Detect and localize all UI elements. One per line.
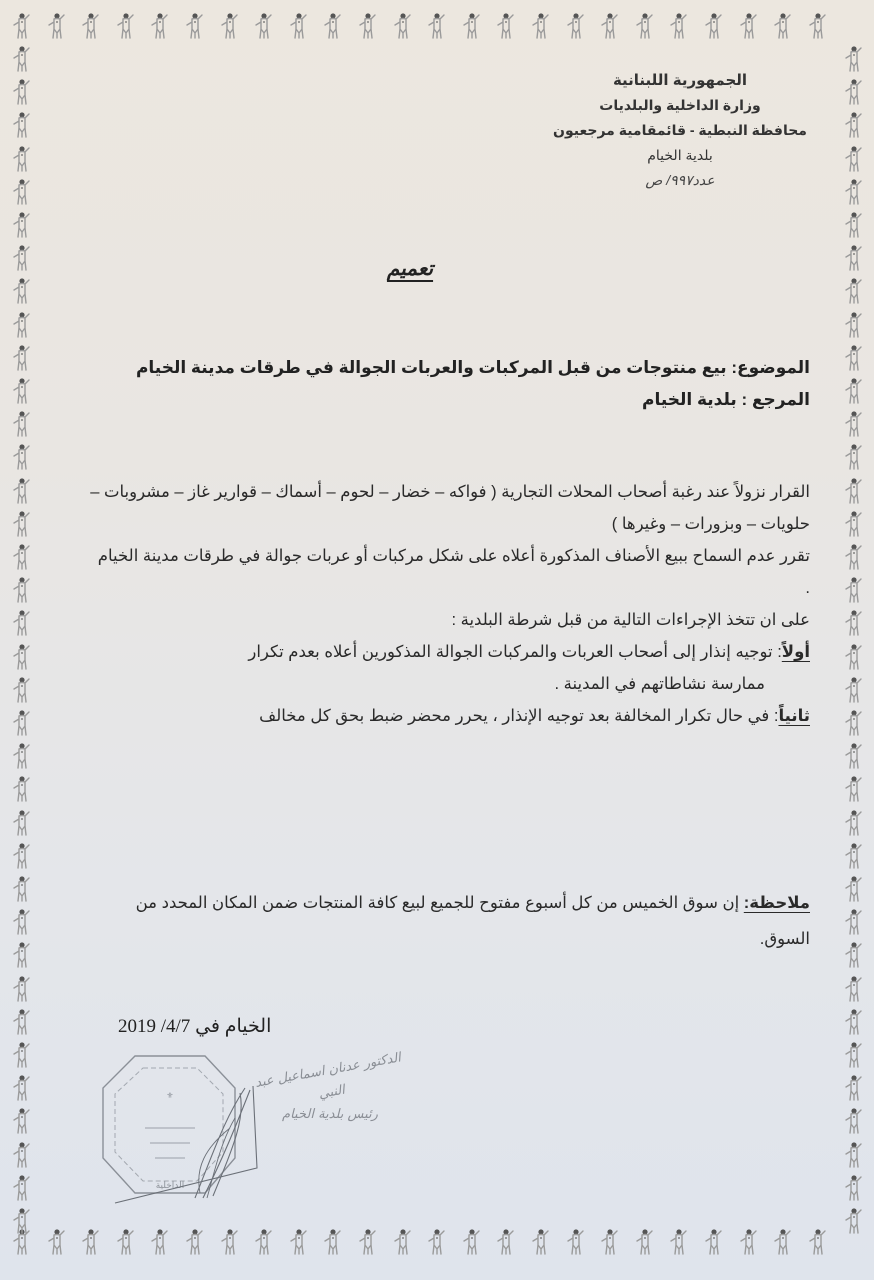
subject-line [90, 352, 810, 384]
waving-figure-icon [11, 609, 33, 637]
waving-figure-icon [843, 609, 865, 637]
waving-figure-icon [843, 908, 865, 936]
waving-figure-icon [843, 1141, 865, 1169]
waving-figure-icon [843, 1174, 865, 1202]
waving-figure-icon [11, 1107, 33, 1135]
waving-figure-icon [11, 1174, 33, 1202]
subject-block [90, 352, 810, 416]
item-first-label: أولاً [781, 643, 810, 661]
country-name: الجمهورية اللبنانية [612, 72, 748, 89]
waving-figure-icon [843, 775, 865, 803]
note-label: ملاحظة: [743, 894, 810, 912]
waving-figure-icon [11, 1207, 33, 1235]
document-title: تعميم [386, 258, 434, 280]
waving-figure-icon [843, 842, 865, 870]
waving-figure-icon [11, 410, 33, 438]
note-block [90, 885, 810, 957]
waving-figure-icon [11, 311, 33, 339]
waving-figure-icon [11, 510, 33, 538]
waving-figure-icon [11, 709, 33, 737]
waving-figure-icon [11, 477, 33, 505]
waving-figure-icon [843, 78, 865, 106]
item-second [90, 700, 810, 732]
waving-figure-icon [843, 244, 865, 272]
waving-figure-icon [11, 543, 33, 571]
waving-figure-icon [11, 78, 33, 106]
waving-figure-icon [11, 1074, 33, 1102]
waving-figure-icon [843, 145, 865, 173]
reference-text: : بلدية الخيام [642, 390, 748, 409]
waving-figure-icon [843, 377, 865, 405]
waving-figure-icon [843, 45, 865, 73]
waving-figure-icon [843, 1207, 865, 1235]
waving-figure-icon [843, 344, 865, 372]
signatory-name: الدكتور عدنان اسماعيل عبد النبي [254, 1050, 402, 1103]
waving-figure-icon [843, 211, 865, 239]
waving-figure-icon [843, 643, 865, 671]
waving-figure-icon [11, 178, 33, 206]
stamp-text: الداخلية [155, 1180, 185, 1190]
waving-figure-icon [11, 908, 33, 936]
waving-figure-icon [11, 244, 33, 272]
subject-label: الموضوع: [731, 358, 810, 377]
signatory-title: رئيس بلدية الخيام [282, 1107, 378, 1122]
waving-figure-icon [11, 809, 33, 837]
item-second-text: : في حال تكرار المخالفة بعد توجيه الإنذار ، يحرر محضر ضبط بحق كل مخالف [259, 707, 779, 725]
waving-figure-icon [843, 111, 865, 139]
waving-figure-icon [11, 12, 33, 40]
date-line: الخيام في 4/7/ 2019 [118, 1016, 272, 1037]
waving-figure-icon [843, 742, 865, 770]
waving-figure-icon [843, 809, 865, 837]
waving-figure-icon [843, 543, 865, 571]
waving-figure-icon [11, 443, 33, 471]
waving-figure-icon [11, 643, 33, 671]
signature-block [250, 1050, 410, 1126]
waving-figure-icon [843, 941, 865, 969]
item-second-label: ثانياً [778, 707, 810, 725]
waving-figure-icon [11, 941, 33, 969]
waving-figure-icon [11, 344, 33, 372]
circular-document [60, 0, 820, 1280]
paragraph-decision: القرار نزولاً عند رغبة أصحاب المحلات التجارية ( فواكه – خضار – لحوم – أسماك – قوارير غاز – مشروبات – حلويات – وبزورات – وغيرها ) [90, 483, 810, 533]
waving-figure-icon [843, 676, 865, 704]
note-text: إن سوق الخميس من كل أسبوع مفتوح للجميع لبيع كافة المنتجات ضمن المكان المحدد من السوق. [135, 894, 810, 948]
paragraph-prohibition: تقرر عدم السماح ببيع الأصناف المذكورة أعلاه على شكل مركبات أو عربات جوالة في طرقات مدينة الخيام . [97, 547, 810, 597]
waving-figure-icon [843, 1074, 865, 1102]
waving-figure-icon [11, 377, 33, 405]
governorate-name: محافظة النبطية - قائمقامية مرجعيون [553, 122, 807, 138]
ministry-name: وزارة الداخلية والبلديات [599, 97, 761, 113]
waving-figure-icon [11, 277, 33, 305]
waving-figure-icon [11, 842, 33, 870]
waving-figure-icon [843, 576, 865, 604]
item-first [90, 636, 810, 668]
item-first-continuation: ممارسة نشاطاتهم في المدينة . [554, 675, 765, 693]
waving-figure-icon [843, 178, 865, 206]
waving-figure-icon [11, 975, 33, 1003]
waving-figure-icon [843, 1107, 865, 1135]
waving-figure-icon [843, 443, 865, 471]
waving-figure-icon [11, 676, 33, 704]
body-text [90, 476, 810, 732]
paragraph-procedures: على ان تتخذ الإجراءات التالية من قبل شرطة البلدية : [451, 611, 810, 629]
waving-figure-icon [843, 311, 865, 339]
waving-figure-icon [11, 576, 33, 604]
waving-figure-icon [11, 1141, 33, 1169]
waving-figure-icon [11, 145, 33, 173]
waving-figure-icon [11, 111, 33, 139]
waving-figure-icon [11, 211, 33, 239]
waving-figure-icon [11, 1008, 33, 1036]
reference-label: المرجع [751, 390, 810, 409]
letterhead [540, 68, 820, 193]
waving-figure-icon [843, 477, 865, 505]
waving-figure-icon [843, 277, 865, 305]
waving-figure-icon [843, 510, 865, 538]
municipality-name: بلدية الخيام [647, 147, 713, 163]
waving-figure-icon [843, 975, 865, 1003]
waving-figure-icon [11, 775, 33, 803]
waving-figure-icon [11, 742, 33, 770]
reference-line [90, 384, 810, 416]
waving-figure-icon [843, 410, 865, 438]
waving-figure-icon [843, 1008, 865, 1036]
waving-figure-icon [843, 1041, 865, 1069]
waving-figure-icon [843, 875, 865, 903]
reference-number: عدد٩٩٧/ ص [645, 172, 715, 188]
svg-text:⚜: ⚜ [166, 1091, 174, 1100]
waving-figure-icon [11, 875, 33, 903]
waving-figure-icon [11, 1041, 33, 1069]
item-first-text: : توجيه إنذار إلى أصحاب العربات والمركبات الجوالة المذكورين أعلاه بعدم تكرار [248, 643, 782, 661]
waving-figure-icon [843, 709, 865, 737]
waving-figure-icon [11, 45, 33, 73]
subject-text: بيع منتوجات من قبل المركبات والعربات الجوالة في طرقات مدينة الخيام [135, 358, 727, 377]
